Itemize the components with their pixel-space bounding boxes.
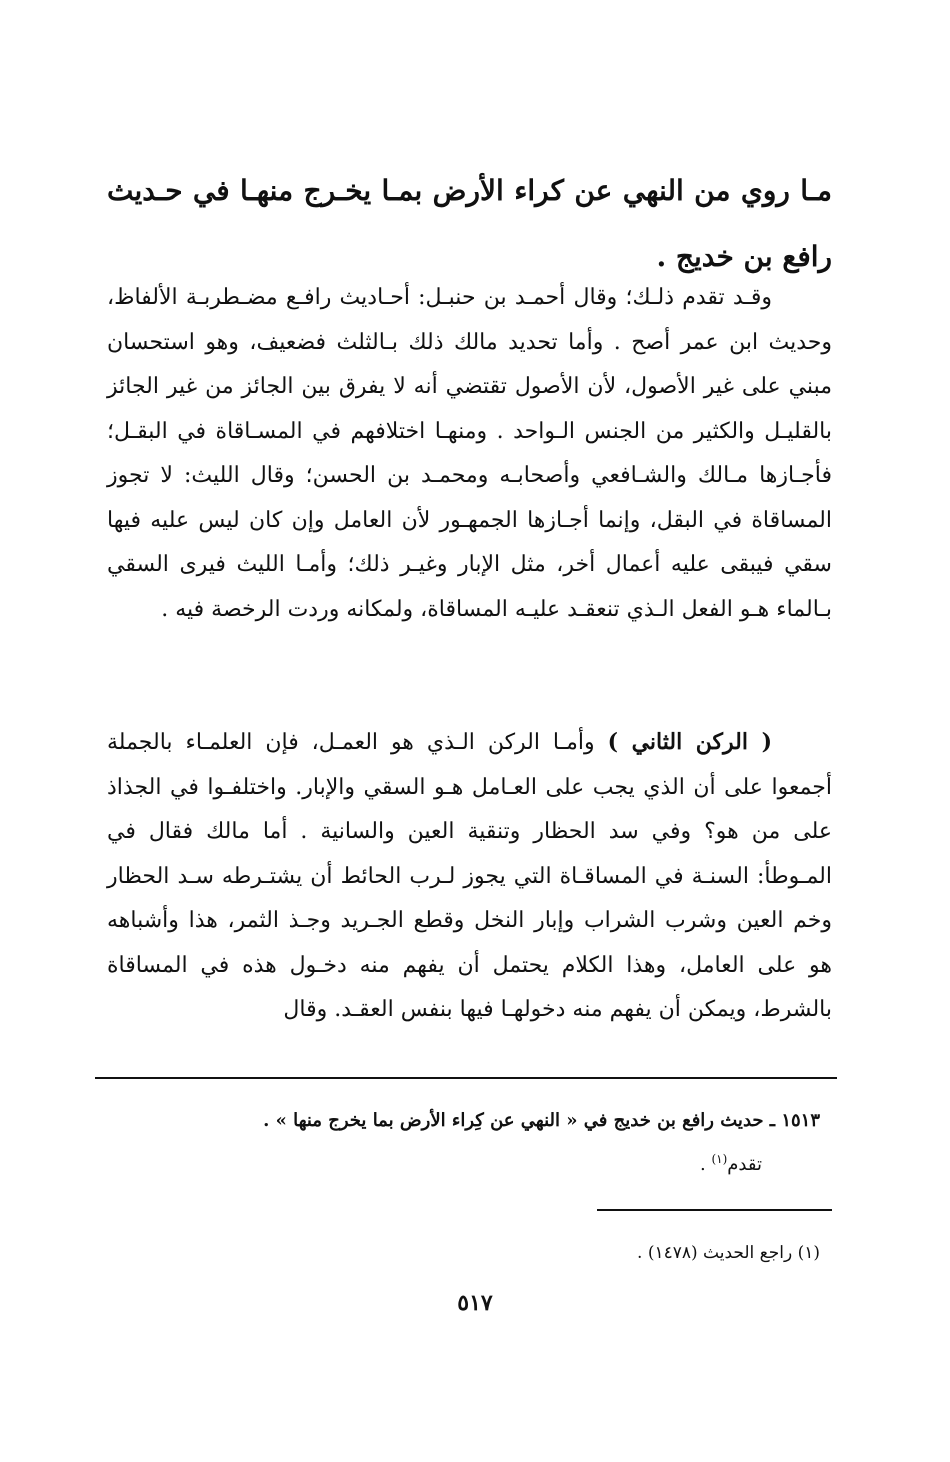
paragraph-1-text: وقـد تقدم ذلـك؛ وقال أحمـد بن حنبـل: أحـاديث رافـع مضـطربـة الألفاظ، وحديث ابن عمر أصح . وأما تحديد مالك ذلك بـالثلث فضعيف، وهو استحسان مبني على غير الأصول، لأن الأصول تقتضي أنه لا يفرق بين الجائز من غير الجائز بالقليـل والكثير من الجنس الـواحد . ومنهـا اختلافهم في المسـاقاة في البقـل؛ فأجـازها مـالك والشـافعي وأصحابـه ومحمـد بن الحسن؛ وقال الليث: لا تجوز المساقاة في البقل، وإنما أجـازها الجمهـور لأن العامل وإن كان ليس عليه فيها سقي فيبقى عليه أعمال أخر، مثل الإبار وغيـر ذلك؛ وأمـا الليث فيرى السقي بـالماء هـو الفعل الـذي تنعقـد عليـه المساقاة، ولمكانه وردت الرخصة فيه .: [107, 285, 832, 622]
paragraph-2: [107, 720, 832, 1033]
paragraph-1: [107, 276, 832, 632]
hadith-footnote-body: تقدم: [727, 1154, 762, 1175]
hadith-footnote: [130, 1102, 820, 1184]
hadith-footnote-text: [130, 1140, 820, 1184]
paragraph-2-text: وأمـا الركن الـذي هو العمـل، فإن العلمـاء بالجملة أجمعوا على أن الذي يجب على العـامل هـو السقي والإبار. واختلفـوا في الجذاذ على من هو؟ وفي سد الحظار وتنقية العين والسانية . أما مالك فقال في المـوطأ: السنـة في المساقـاة التي يجوز لـرب الحائط أن يشتـرطه سـد الحظار وخم العين وشرب الشراب وإبار النخل وقطع الجـريد وجـذ الثمر، هذا وأشباهه هو على العامل، وهذا الكلام يحتمل أن يفهم منه دخـول هذه في المساقاة بالشرط، ويمكن أن يفهم منه دخولهـا فيها بنفس العقـد. وقال: [107, 730, 833, 1022]
paragraph-2-lead: ( الركن الثاني ): [607, 729, 772, 755]
note-separator: [597, 1209, 832, 1211]
hadith-footnote-title: ١٥١٣ ـ حديث رافع بن خديج في « النهي عن كِراء الأرض بما يخرج منها » .: [263, 1110, 820, 1131]
reference-note: (١) راجع الحديث (١٤٧٨) .: [637, 1243, 820, 1263]
hadith-footnote-end: .: [700, 1154, 712, 1175]
section-heading: مـا روي من النهي عن كراء الأرض بمـا يخـرج منهـا في حـديث رافع بن خديج .: [107, 174, 832, 273]
footnote-separator: [95, 1077, 837, 1079]
page-number: ٥١٧: [457, 1290, 493, 1316]
footnote-marker: (١): [711, 1152, 728, 1166]
